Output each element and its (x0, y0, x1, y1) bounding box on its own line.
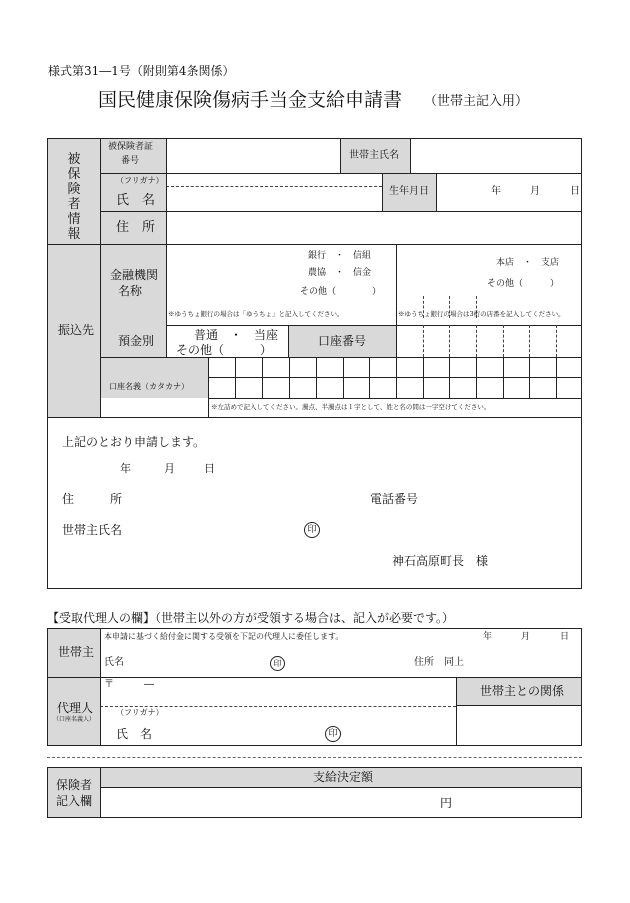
insured-address-field[interactable] (167, 212, 581, 243)
agent-label: 代理人 (57, 701, 94, 715)
addressee: 神石高原町長 様 (392, 554, 489, 568)
account-number-label: 口座番号 (318, 334, 367, 348)
agent-day: 日 (560, 632, 570, 642)
declaration-address-label: 住 所 (62, 492, 123, 506)
insurer-label: 保険者 (56, 778, 93, 792)
agent-address-field[interactable] (101, 678, 455, 705)
payment-amount-label: 支給決定額 (313, 770, 374, 784)
relation-label: 世帯主との関係 (480, 684, 565, 698)
form-title: 国民健康保険傷病手当金支給申請書 (98, 89, 403, 111)
agent-head-address: 住所 同上 (414, 657, 464, 668)
agent-postal: 〒 ― (104, 679, 154, 690)
agent-month: 月 (521, 632, 531, 642)
agent-head-name-label: 氏名 (104, 657, 124, 668)
agent-name-field[interactable] (160, 718, 454, 744)
account-number-field[interactable] (397, 326, 581, 356)
transfer-section-label: 振込先 (58, 323, 95, 337)
furigana-label: （フリガナ） (116, 176, 164, 185)
birth-month: 月 (530, 186, 540, 197)
declaration-phone-label: 電話番号 (370, 492, 419, 506)
yen-unit: 円 (440, 796, 453, 810)
declaration-head-name-label: 世帯主氏名 (62, 523, 123, 537)
account-holder-field[interactable] (209, 358, 581, 397)
agent-label-note: （口座名義人） (53, 716, 96, 723)
head-name-label: 世帯主氏名 (349, 150, 399, 161)
bank-option-other[interactable]: その他（ ） (300, 287, 382, 297)
agent-heading: 【受取代理人の欄】（世帯主以外の方が受領する場合は、記入が必要です。） (47, 611, 455, 625)
agent-year: 年 (483, 632, 493, 642)
birth-day: 日 (570, 186, 580, 197)
agent-head-seal-icon: 印 (270, 656, 285, 671)
furigana-field[interactable] (167, 174, 381, 185)
declaration-year: 年 (120, 462, 131, 475)
card-number-label-2: 番号 (121, 156, 140, 166)
agent-name-label: 氏 名 (116, 727, 153, 741)
form-title-sub: （世帯主記入用） (424, 94, 529, 109)
agent-furigana-label: （フリガナ） (116, 708, 164, 717)
delegation-statement: 本申請に基づく給付金に関する受領を下記の代理人に委任します。 (104, 632, 344, 641)
form-number: 様式第31―1号（附則第4条関係） (48, 64, 235, 78)
card-number-label: 被保険者証 (108, 142, 154, 152)
bank-option-bank-shinkumi[interactable]: 銀行 ・ 信組 (308, 251, 372, 261)
declaration-statement: 上記のとおり申請します。 (62, 435, 206, 449)
insured-name-label: 氏 名 (116, 193, 156, 208)
insurer-label-2: 記入欄 (56, 794, 93, 808)
bank-note: ※ゆうちょ銀行の場合は「ゆうちょ」と記入してください。 (168, 310, 344, 318)
institution-label: 金融機関 (110, 268, 159, 282)
declaration-month: 月 (164, 462, 175, 475)
account-holder-note: ※左詰めで記入してください。濁点、半濁点は１字として、姓と名の間は一字空けてください。 (211, 403, 491, 411)
branch-option-other[interactable]: その他（ ） (487, 279, 560, 289)
agent-head-label: 世帯主 (58, 645, 95, 659)
relation-field[interactable] (457, 706, 581, 745)
declaration-seal-icon: 印 (304, 522, 320, 538)
agent-seal-icon: 印 (325, 726, 341, 742)
birthdate-field[interactable] (437, 174, 581, 210)
account-type-options[interactable]: 普通 ・ 当座 (194, 328, 279, 342)
bank-option-nokyo-shinkin[interactable]: 農協 ・ 信金 (308, 268, 372, 278)
insured-name-field[interactable] (167, 187, 381, 210)
payment-amount-field[interactable] (101, 788, 581, 817)
insured-address-label: 住 所 (116, 220, 156, 235)
branch-option-main-sub[interactable]: 本店 ・ 支店 (496, 258, 560, 268)
cut-line (47, 757, 582, 758)
head-name-field[interactable] (411, 139, 581, 172)
declaration-day: 日 (204, 462, 215, 475)
account-holder-label: 口座名義（カタカナ） (109, 382, 189, 391)
birthdate-label: 生年月日 (389, 186, 429, 197)
birth-year: 年 (491, 186, 501, 197)
insured-section-label: 被 保 険 者 情 報 (67, 152, 81, 242)
institution-label-2: 名称 (118, 284, 143, 298)
branch-note: ※ゆうちょ銀行の場合は3桁の店番を記入してください。 (398, 310, 565, 318)
card-number-field[interactable] (167, 139, 339, 172)
account-type-label: 預金別 (118, 334, 155, 348)
account-type-other[interactable]: その他（ ） (176, 343, 273, 357)
